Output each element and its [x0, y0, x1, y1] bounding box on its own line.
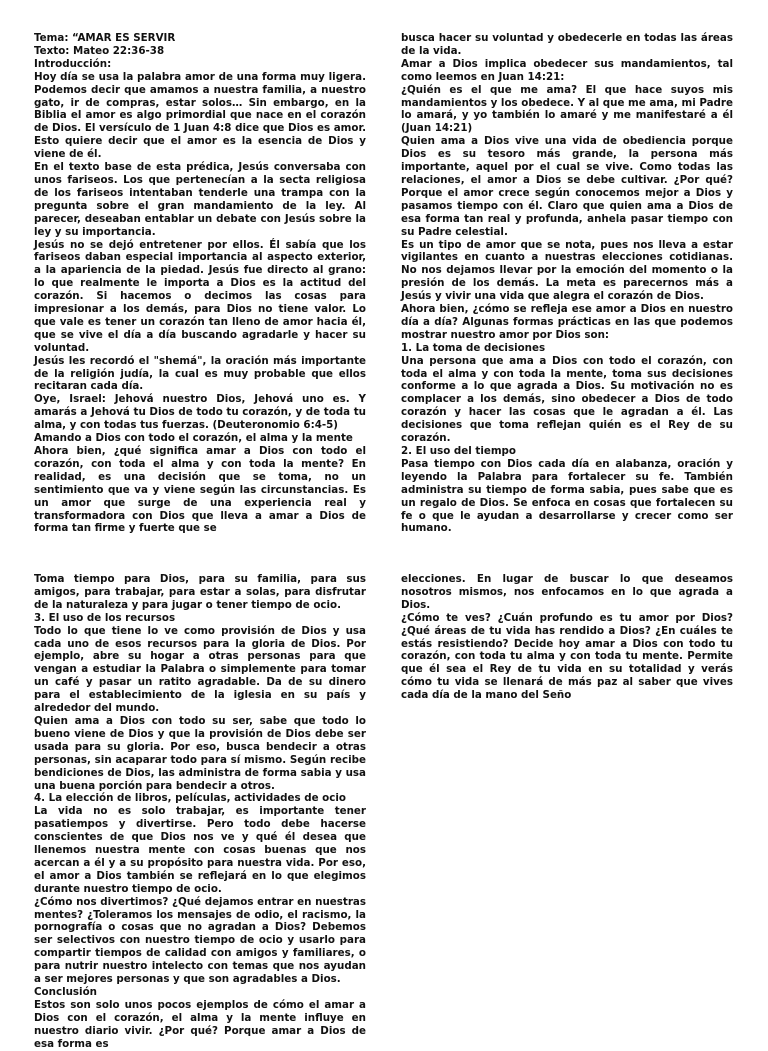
paragraph: Todo lo que tiene lo ve como provisión de Dios y usa cada uno de esos recursos para la gloria de Dios. Por ejemplo, abre su hogar a otras personas para que vengan a estudiar la Palabra o simplemente para tomar un café y pasar un ratito agradable. Da de su dinero para el establecimiento de la iglesia en su país y alrededor del mundo. [34, 624, 366, 715]
paragraph: Quien ama a Dios vive una vida de obediencia porque Dios es su tesoro más grande, la persona más importante, aquel por el cual se vive. Como todas las relaciones, el amor a Dios se debe cultivar. ¿Por qué? Porque el amor crece según conocemos mejor a Dios y pasamos tiempo con él. Claro que quien ama a Dios de esa forma tan real y profunda, anhela pasar tiempo con su Padre celestial. [401, 135, 733, 238]
paragraph: Es un tipo de amor que se nota, pues nos lleva a estar vigilantes en cuanto a nuestras elecciones cotidianas. No nos dejamos llevar por la emoción del momento o la presión de los demás. La meta es parecernos más a Jesús y vivir una vida que alegra el corazón de Dios. [401, 238, 733, 303]
paragraph: Jesús les recordó el "shemá", la oración más importante de la religión judía, la cual es muy probable que ellos recitaran cada día. [34, 354, 366, 393]
topic-line: Tema: “AMAR ES SERVIR [34, 32, 176, 44]
page-2 [0, 570, 768, 1050]
list-heading: 2. El uso del tiempo [401, 445, 517, 457]
page-1-right-column [401, 32, 733, 535]
text-reference: Texto: Mateo 22:36-38 [34, 44, 165, 57]
section-heading: Amando a Dios con todo el corazón, el alma y la mente [34, 432, 353, 445]
paragraph: Toma tiempo para Dios, para su familia, para sus amigos, para trabajar, para estar a solas, para disfrutar de la naturaleza y para jugar o tener tiempo de ocio. [34, 573, 366, 611]
paragraph: ¿Cómo nos divertimos? ¿Qué dejamos entrar en nuestras mentes? ¿Toleramos los mensajes de odio, el racismo, la pornografía o cosas que no agradan a Dios? Debemos ser selectivos con nuestro tiempo de ocio y usarlo para compartir tiempos de calidad con amigos y familiares, o para nutrir nuestro intelecto con temas que nos ayudan a ser mejores personas y que son agradables a Dios. [34, 895, 366, 986]
paragraph: Ahora bien, ¿cómo se refleja ese amor a Dios en nuestro día a día? Algunas formas prácticas en las que podemos mostrar nuestro amor por Dios son: [401, 303, 733, 341]
scripture-quote: Oye, Israel: Jehová nuestro Dios, Jehová uno es. Y amarás a Jehová tu Dios de todo tu corazón, y de toda tu alma, y con todas tus fuerzas. (Deuteronomio 6:4-5) [34, 393, 366, 432]
scripture-quote: ¿Quién es el que me ama? El que hace suyos mis mandamientos y los obedece. Y al que me ama, mi Padre lo amará, y yo también lo amaré y me manifestaré a él (Juan 14:21) [401, 83, 733, 135]
paragraph: Estos son solo unos pocos ejemplos de cómo el amar a Dios con el corazón, el alma y la mente influye en nuestro diario vivir. ¿Por qué? Porque amar a Dios de esa forma es [34, 998, 366, 1050]
paragraph: Una persona que ama a Dios con todo el corazón, con toda el alma y con toda la mente, toma sus decisiones conforme a lo que agrada a Dios. Su motivación no es complacer a los demás, sino obedecer a Dios de todo corazón y hacer las cosas que le agradan a él. Las decisiones que toma reflejan quién es el Rey de su corazón. [401, 354, 733, 445]
paragraph: busca hacer su voluntad y obedecerle en todas las áreas de la vida. [401, 32, 733, 57]
list-heading: 4. La elección de libros, películas, actividades de ocio [34, 792, 346, 805]
page-gap [0, 540, 768, 570]
list-heading: 3. El uso de los recursos [34, 611, 176, 624]
paragraph: Quien ama a Dios con todo su ser, sabe que todo lo bueno viene de Dios y que la provisión de Dios debe ser usada para su gloria. Por eso, busca bendecir a otras personas, sin acaparar todo para sí mismo. Según recibe bendiciones de Dios, las administra de forma sabia y usa una buena porción para bendecir a otros. [34, 714, 366, 792]
paragraph: En el texto base de esta prédica, Jesús conversaba con unos fariseos. Los que pertenecían a la secta religiosa de los fariseos intentaban tenderle una trampa con la pregunta sobre el gran mandamiento de la ley. Al parecer, deseaban entablar un debate con Jesús sobre la ley y su importancia. [34, 161, 366, 238]
section-heading-introduction: Introducción: [34, 57, 112, 70]
paragraph: elecciones. En lugar de buscar lo que deseamos nosotros mismos, nos enfocamos en lo que agrada a Dios. [401, 573, 733, 611]
paragraph: Hoy día se usa la palabra amor de una forma muy ligera. Podemos decir que amamos a nuestra familia, a nuestro gato, ir de compras, estar solos… Sin embargo, en la Biblia el amor es algo primordial que nace en el corazón de Dios. El versículo de 1 Juan 4:8 dice que Dios es amor. Esto quiere decir que el amor es la esencia de Dios y viene de él. [34, 70, 366, 161]
page-2-left-column [34, 573, 366, 1050]
page-1-left-column [34, 32, 366, 535]
paragraph: Jesús no se dejó entretener por ellos. Él sabía que los fariseos daban especial importancia al aspecto exterior, a la apariencia de la piedad. Jesús fue directo al grano: lo que realmente le importa a Dios es la actitud del corazón. Si hacemos o decimos las cosas para impresionar a los demás, para Dios no tiene valor. Lo que vale es tener un corazón tan lleno de amor hacia él, que se vive el día a día buscando agradarle y hacer su voluntad. [34, 238, 366, 354]
list-heading: 1. La toma de decisiones [401, 341, 546, 354]
page-2-right-column [401, 573, 733, 713]
paragraph: Ahora bien, ¿qué significa amar a Dios con todo el corazón, con toda el alma y con toda la mente? En realidad, es una decisión que se toma, no un sentimiento que va y viene según las circunstancias. Es un amor que surge de una experiencia real y transformadora con Dios que lleva a amar a Dios de forma tan firme y fuerte que se [34, 445, 366, 535]
paragraph: Pasa tiempo con Dios cada día en alabanza, oración y leyendo la Palabra para fortalecer su fe. También administra su tiempo de forma sabia, pues sabe que es un regalo de Dios. Se enfoca en cosas que fortalecen su fe o que le ayudan a desarrollarse y crecer como ser humano. [401, 457, 733, 535]
paragraph: Amar a Dios implica obedecer sus mandamientos, tal como leemos en Juan 14:21: [401, 57, 733, 83]
paragraph: ¿Cómo te ves? ¿Cuán profundo es tu amor por Dios? ¿Qué áreas de tu vida has rendido a Dios? ¿En cuáles te estás resistiendo? Decide hoy amar a Dios con todo tu corazón, con toda tu alma y con toda tu mente. Permite que él sea el Rey de tu vida en su totalidad y verás cómo tu vida se llenará de más paz al saber que vives cada día de la mano del Seño [401, 611, 733, 702]
paragraph: La vida no es solo trabajar, es importante tener pasatiempos y divertirse. Pero todo debe hacerse conscientes de que Dios nos ve y qué él desea que llenemos nuestra mente con cosas buenas que nos acercan a él y a su propósito para nuestra vida. Por eso, el amor a Dios también se reflejará en lo que elegimos durante nuestro tiempo de ocio. [34, 805, 366, 895]
section-heading-conclusion: Conclusión [34, 986, 97, 998]
